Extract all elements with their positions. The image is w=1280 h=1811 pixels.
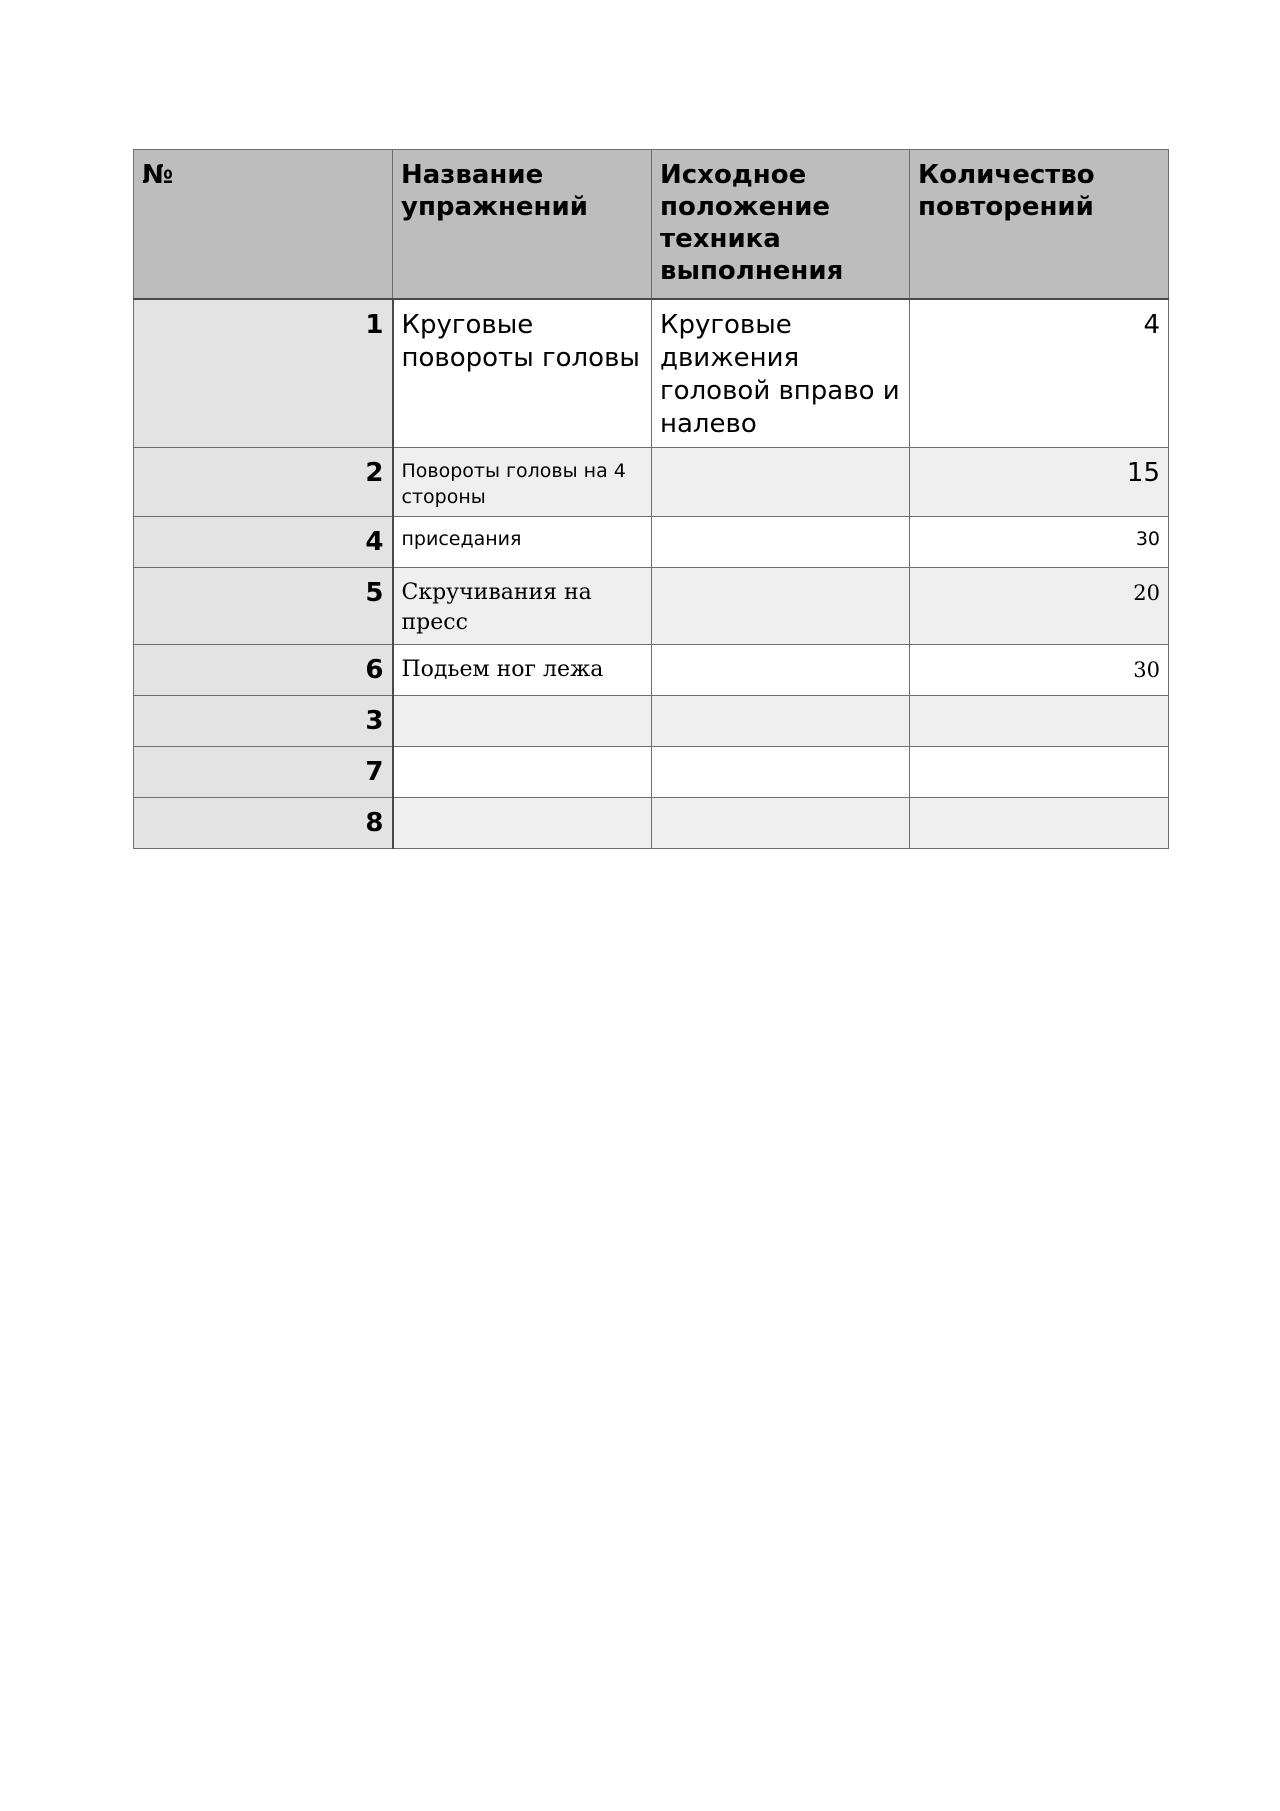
exercise-position <box>652 567 910 644</box>
row-number: 7 <box>134 746 393 797</box>
exercise-table <box>133 149 1169 849</box>
row-number: 3 <box>134 695 393 746</box>
exercise-position <box>652 695 910 746</box>
exercise-repetitions <box>910 695 1169 746</box>
exercise-position <box>652 516 910 567</box>
table-header <box>134 150 1169 299</box>
table-row <box>134 797 1169 848</box>
row-number: 5 <box>134 567 393 644</box>
table-row <box>134 644 1169 695</box>
row-number: 2 <box>134 447 393 516</box>
table-row <box>134 299 1169 448</box>
exercise-position <box>652 797 910 848</box>
table-row <box>134 695 1169 746</box>
exercise-name: Круговые повороты головы <box>393 299 652 448</box>
exercise-repetitions <box>910 746 1169 797</box>
header-row <box>134 150 1169 299</box>
exercise-position <box>652 746 910 797</box>
row-number: 6 <box>134 644 393 695</box>
table-row <box>134 447 1169 516</box>
row-number: 4 <box>134 516 393 567</box>
exercise-position <box>652 644 910 695</box>
exercise-position: Круговые движения головой вправо и налево <box>652 299 910 448</box>
table-row <box>134 567 1169 644</box>
exercise-name <box>393 797 652 848</box>
table-row <box>134 516 1169 567</box>
exercise-name: приседания <box>393 516 652 567</box>
exercise-position <box>652 447 910 516</box>
header-repetitions: Количество повторений <box>910 150 1169 299</box>
exercise-repetitions: 20 <box>910 567 1169 644</box>
table-body <box>134 299 1169 849</box>
exercise-name: Скручивания на пресс <box>393 567 652 644</box>
exercise-name: Подьем ног лежа <box>393 644 652 695</box>
row-number: 8 <box>134 797 393 848</box>
exercise-repetitions: 30 <box>910 516 1169 567</box>
header-position: Исходное положение техника выполнения <box>652 150 910 299</box>
exercise-repetitions: 30 <box>910 644 1169 695</box>
exercise-repetitions: 15 <box>910 447 1169 516</box>
exercise-name <box>393 746 652 797</box>
exercise-repetitions <box>910 797 1169 848</box>
table-row <box>134 746 1169 797</box>
exercise-name <box>393 695 652 746</box>
header-number: № <box>134 150 393 299</box>
exercise-name: Повороты головы на 4 стороны <box>393 447 652 516</box>
row-number: 1 <box>134 299 393 448</box>
header-name: Название упражнений <box>393 150 652 299</box>
exercise-repetitions: 4 <box>910 299 1169 448</box>
